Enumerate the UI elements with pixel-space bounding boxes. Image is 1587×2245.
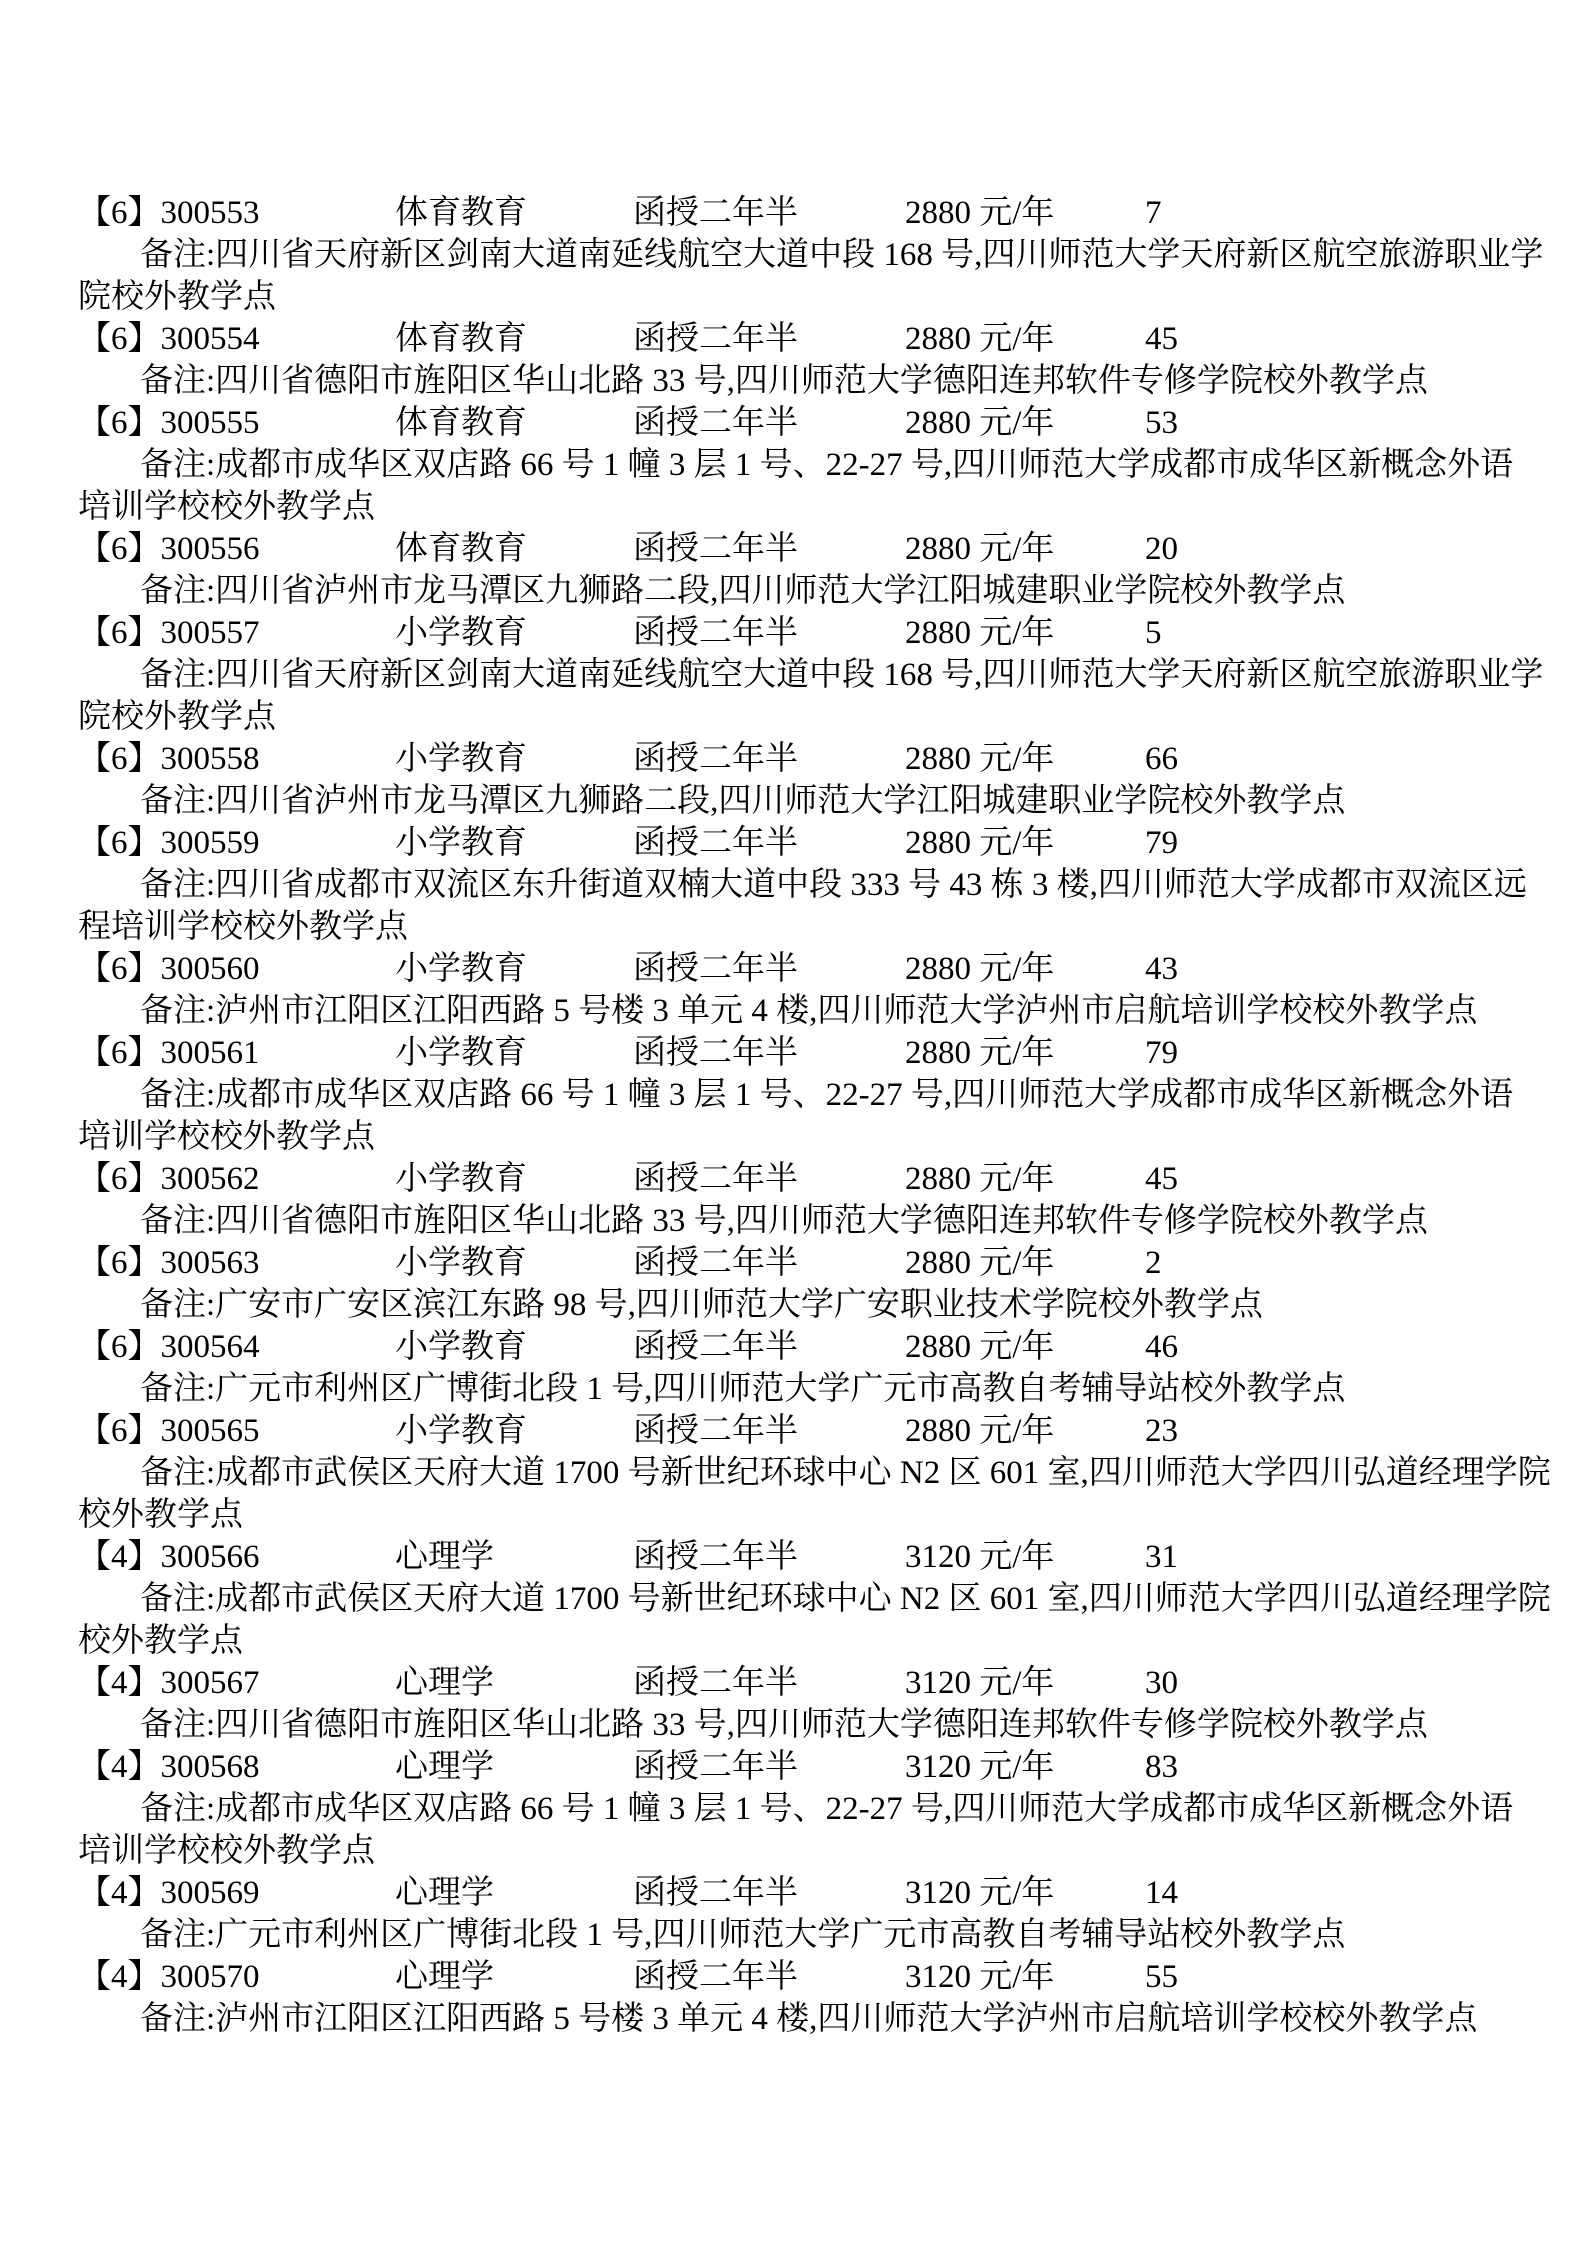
enrollment-count: 5 — [1145, 615, 1162, 651]
program-code — [78, 1158, 395, 1200]
program-code — [78, 528, 395, 570]
study-form: 函授二年半 — [633, 1749, 798, 1785]
tuition-fee: 2880 元/年 — [905, 1035, 1055, 1071]
program-code — [78, 1956, 395, 1998]
program-remark-line: 备注:四川省天府新区剑南大道南延线航空大道中段 168 号,四川师范大学天府新区航空旅游职业学 — [140, 237, 1544, 273]
program-entry — [78, 1746, 1548, 1872]
enrollment-count: 7 — [1145, 195, 1162, 231]
program-remark — [78, 1074, 1548, 1158]
program-remark-line: 备注:广安市广安区滨江东路 98 号,四川师范大学广安职业技术学院校外教学点 — [140, 1287, 1263, 1323]
program-row — [78, 318, 1548, 360]
program-entry — [78, 1032, 1548, 1158]
program-group-tag: 【4】 — [78, 1749, 161, 1785]
program-remark — [78, 570, 1548, 612]
program-code-number: 300569 — [160, 1875, 260, 1911]
program-entry — [78, 1410, 1551, 1536]
program-row — [78, 1746, 1548, 1788]
program-row — [78, 822, 1548, 864]
program-code-number: 300563 — [160, 1245, 260, 1281]
program-group-tag: 【6】 — [78, 951, 161, 987]
program-code — [78, 1872, 395, 1914]
program-entry — [78, 1326, 1548, 1410]
study-form: 函授二年半 — [633, 321, 798, 357]
program-remark — [78, 654, 1548, 738]
program-entry — [78, 948, 1548, 1032]
program-entry — [78, 528, 1548, 612]
program-code — [78, 612, 395, 654]
program-remark-line: 院校外教学点 — [78, 279, 276, 315]
tuition-fee: 3120 元/年 — [905, 1959, 1055, 1995]
program-row — [78, 402, 1548, 444]
program-remark-line: 备注:成都市成华区双店路 66 号 1 幢 3 层 1 号、22-27 号,四川师范大学成都市成华区新概念外语 — [140, 1077, 1514, 1113]
program-major: 体育教育 — [395, 405, 527, 441]
study-form: 函授二年半 — [633, 1245, 798, 1281]
program-major: 心理学 — [395, 1959, 494, 1995]
enrollment-count: 46 — [1145, 1329, 1178, 1365]
program-major: 小学教育 — [395, 1413, 527, 1449]
program-remark-line: 备注:四川省德阳市旌阳区华山北路 33 号,四川师范大学德阳连邦软件专修学院校外教学点 — [140, 1707, 1428, 1743]
study-form: 函授二年半 — [633, 1665, 798, 1701]
tuition-fee: 2880 元/年 — [905, 825, 1055, 861]
program-remark-line: 备注:四川省德阳市旌阳区华山北路 33 号,四川师范大学德阳连邦软件专修学院校外教学点 — [140, 363, 1428, 399]
program-code-number: 300564 — [160, 1329, 260, 1365]
program-remark-line: 备注:泸州市江阳区江阳西路 5 号楼 3 单元 4 楼,四川师范大学泸州市启航培训学校校外教学点 — [140, 2001, 1478, 2037]
program-major: 心理学 — [395, 1749, 494, 1785]
program-group-tag: 【6】 — [78, 1035, 161, 1071]
program-entry — [78, 1956, 1548, 2040]
program-entry — [78, 738, 1548, 822]
program-code-number: 300567 — [160, 1665, 260, 1701]
program-group-tag: 【6】 — [78, 321, 161, 357]
enrollment-count: 79 — [1145, 1035, 1178, 1071]
program-remark-line: 备注:广元市利州区广博街北段 1 号,四川师范大学广元市高教自考辅导站校外教学点 — [140, 1371, 1346, 1407]
program-group-tag: 【6】 — [78, 531, 161, 567]
program-major: 小学教育 — [395, 825, 527, 861]
program-major: 小学教育 — [395, 741, 527, 777]
program-remark — [78, 234, 1548, 318]
program-remark — [78, 1578, 1551, 1662]
tuition-fee: 3120 元/年 — [905, 1539, 1055, 1575]
program-remark-line: 备注:四川省成都市双流区东升街道双楠大道中段 333 号 43 栋 3 楼,四川师范大学成都市双流区远 — [140, 867, 1527, 903]
program-remark-line: 备注:四川省天府新区剑南大道南延线航空大道中段 168 号,四川师范大学天府新区航空旅游职业学 — [140, 657, 1544, 693]
enrollment-count: 55 — [1145, 1959, 1178, 1995]
program-row — [78, 192, 1548, 234]
program-remark-line: 培训学校校外教学点 — [78, 1119, 375, 1155]
tuition-fee: 2880 元/年 — [905, 951, 1055, 987]
enrollment-count: 45 — [1145, 321, 1178, 357]
tuition-fee: 2880 元/年 — [905, 1413, 1055, 1449]
enrollment-count: 66 — [1145, 741, 1178, 777]
program-row — [78, 612, 1548, 654]
program-major: 小学教育 — [395, 951, 527, 987]
program-row — [78, 1536, 1548, 1578]
program-code-number: 300560 — [160, 951, 260, 987]
enrollment-count: 14 — [1145, 1875, 1178, 1911]
program-code — [78, 192, 395, 234]
program-code-number: 300559 — [160, 825, 260, 861]
program-code-number: 300570 — [160, 1959, 260, 1995]
program-entry — [78, 1872, 1548, 1956]
program-group-tag: 【6】 — [78, 1413, 161, 1449]
program-entry — [78, 318, 1548, 402]
program-group-tag: 【6】 — [78, 1329, 161, 1365]
program-remark — [78, 1368, 1548, 1410]
program-remark-line: 备注:成都市武侯区天府大道 1700 号新世纪环球中心 N2 区 601 室,四川师范大学四川弘道经理学院 — [140, 1581, 1551, 1617]
program-entry — [78, 402, 1548, 528]
study-form: 函授二年半 — [633, 1539, 798, 1575]
program-row — [78, 948, 1548, 990]
enrollment-count: 20 — [1145, 531, 1178, 567]
program-remark-line: 院校外教学点 — [78, 699, 276, 735]
program-entry — [78, 1662, 1548, 1746]
program-major: 心理学 — [395, 1539, 494, 1575]
study-form: 函授二年半 — [633, 825, 798, 861]
program-remark-line: 备注:成都市武侯区天府大道 1700 号新世纪环球中心 N2 区 601 室,四川师范大学四川弘道经理学院 — [140, 1455, 1551, 1491]
program-entry — [78, 1242, 1548, 1326]
study-form: 函授二年半 — [633, 1161, 798, 1197]
tuition-fee: 2880 元/年 — [905, 1161, 1055, 1197]
study-form: 函授二年半 — [633, 951, 798, 987]
program-code — [78, 1662, 395, 1704]
program-remark-line: 备注:四川省泸州市龙马潭区九狮路二段,四川师范大学江阳城建职业学院校外教学点 — [140, 573, 1346, 609]
enrollment-count: 31 — [1145, 1539, 1178, 1575]
program-list — [78, 192, 1551, 2040]
study-form: 函授二年半 — [633, 405, 798, 441]
program-row — [78, 1242, 1548, 1284]
program-entry — [78, 192, 1548, 318]
tuition-fee: 2880 元/年 — [905, 615, 1055, 651]
program-remark-line: 校外教学点 — [78, 1623, 243, 1659]
enrollment-count: 2 — [1145, 1245, 1162, 1281]
program-code-number: 300553 — [160, 195, 260, 231]
program-remark-line: 备注:广元市利州区广博街北段 1 号,四川师范大学广元市高教自考辅导站校外教学点 — [140, 1917, 1346, 1953]
program-code — [78, 738, 395, 780]
program-code-number: 300566 — [160, 1539, 260, 1575]
program-code-number: 300554 — [160, 321, 260, 357]
program-code-number: 300561 — [160, 1035, 260, 1071]
enrollment-count: 83 — [1145, 1749, 1178, 1785]
program-remark — [78, 1914, 1548, 1956]
program-row — [78, 1662, 1548, 1704]
program-code — [78, 1242, 395, 1284]
program-remark — [78, 1452, 1551, 1536]
program-code — [78, 948, 395, 990]
enrollment-count: 30 — [1145, 1665, 1178, 1701]
program-row — [78, 1872, 1548, 1914]
enrollment-count: 79 — [1145, 825, 1178, 861]
program-group-tag: 【6】 — [78, 741, 161, 777]
study-form: 函授二年半 — [633, 1413, 798, 1449]
program-major: 小学教育 — [395, 1329, 527, 1365]
program-row — [78, 1032, 1548, 1074]
program-remark-line: 备注:成都市成华区双店路 66 号 1 幢 3 层 1 号、22-27 号,四川师范大学成都市成华区新概念外语 — [140, 1791, 1514, 1827]
enrollment-count: 43 — [1145, 951, 1178, 987]
program-major: 小学教育 — [395, 1245, 527, 1281]
program-code — [78, 1326, 395, 1368]
tuition-fee: 2880 元/年 — [905, 1245, 1055, 1281]
program-entry — [78, 612, 1548, 738]
program-major: 小学教育 — [395, 1161, 527, 1197]
tuition-fee: 2880 元/年 — [905, 405, 1055, 441]
program-remark — [78, 1704, 1548, 1746]
program-code — [78, 1032, 395, 1074]
program-major: 小学教育 — [395, 615, 527, 651]
program-remark — [78, 780, 1548, 822]
program-remark — [78, 1284, 1548, 1326]
study-form: 函授二年半 — [633, 615, 798, 651]
program-row — [78, 1956, 1548, 1998]
program-group-tag: 【4】 — [78, 1959, 161, 1995]
program-remark-line: 校外教学点 — [78, 1497, 243, 1533]
study-form: 函授二年半 — [633, 531, 798, 567]
program-remark — [78, 1788, 1548, 1872]
program-group-tag: 【6】 — [78, 1161, 161, 1197]
program-code-number: 300565 — [160, 1413, 260, 1449]
program-group-tag: 【6】 — [78, 615, 161, 651]
tuition-fee: 3120 元/年 — [905, 1665, 1055, 1701]
program-code — [78, 402, 395, 444]
program-code-number: 300557 — [160, 615, 260, 651]
program-group-tag: 【4】 — [78, 1539, 161, 1575]
program-code-number: 300568 — [160, 1749, 260, 1785]
program-remark — [78, 990, 1548, 1032]
program-code-number: 300556 — [160, 531, 260, 567]
program-code — [78, 822, 395, 864]
program-major: 心理学 — [395, 1665, 494, 1701]
program-group-tag: 【4】 — [78, 1665, 161, 1701]
program-code-number: 300562 — [160, 1161, 260, 1197]
program-group-tag: 【6】 — [78, 405, 161, 441]
program-code-number: 300558 — [160, 741, 260, 777]
program-remark-line: 培训学校校外教学点 — [78, 489, 375, 525]
program-code — [78, 1536, 395, 1578]
study-form: 函授二年半 — [633, 1035, 798, 1071]
program-remark-line: 备注:四川省德阳市旌阳区华山北路 33 号,四川师范大学德阳连邦软件专修学院校外教学点 — [140, 1203, 1428, 1239]
program-row — [78, 528, 1548, 570]
tuition-fee: 2880 元/年 — [905, 741, 1055, 777]
enrollment-count: 53 — [1145, 405, 1178, 441]
program-entry — [78, 1158, 1548, 1242]
tuition-fee: 3120 元/年 — [905, 1749, 1055, 1785]
tuition-fee: 2880 元/年 — [905, 321, 1055, 357]
tuition-fee: 2880 元/年 — [905, 195, 1055, 231]
program-entry — [78, 1536, 1551, 1662]
tuition-fee: 2880 元/年 — [905, 1329, 1055, 1365]
program-remark-line: 培训学校校外教学点 — [78, 1833, 375, 1869]
program-major: 体育教育 — [395, 195, 527, 231]
program-code — [78, 318, 395, 360]
enrollment-count: 23 — [1145, 1413, 1178, 1449]
program-major: 心理学 — [395, 1875, 494, 1911]
program-group-tag: 【4】 — [78, 1875, 161, 1911]
program-group-tag: 【6】 — [78, 1245, 161, 1281]
study-form: 函授二年半 — [633, 1875, 798, 1911]
program-entry — [78, 822, 1548, 948]
study-form: 函授二年半 — [633, 741, 798, 777]
program-code — [78, 1410, 395, 1452]
tuition-fee: 3120 元/年 — [905, 1875, 1055, 1911]
study-form: 函授二年半 — [633, 1959, 798, 1995]
study-form: 函授二年半 — [633, 195, 798, 231]
program-major: 体育教育 — [395, 321, 527, 357]
program-remark-line: 备注:泸州市江阳区江阳西路 5 号楼 3 单元 4 楼,四川师范大学泸州市启航培训学校校外教学点 — [140, 993, 1478, 1029]
study-form: 函授二年半 — [633, 1329, 798, 1365]
program-remark — [78, 360, 1548, 402]
enrollment-count: 45 — [1145, 1161, 1178, 1197]
program-group-tag: 【6】 — [78, 825, 161, 861]
program-remark-line: 备注:四川省泸州市龙马潭区九狮路二段,四川师范大学江阳城建职业学院校外教学点 — [140, 783, 1346, 819]
program-remark-line: 程培训学校校外教学点 — [78, 909, 408, 945]
program-remark — [78, 1998, 1548, 2040]
program-row — [78, 1326, 1548, 1368]
program-group-tag: 【6】 — [78, 195, 161, 231]
program-major: 体育教育 — [395, 531, 527, 567]
program-code — [78, 1746, 395, 1788]
program-major: 小学教育 — [395, 1035, 527, 1071]
program-remark-line: 备注:成都市成华区双店路 66 号 1 幢 3 层 1 号、22-27 号,四川师范大学成都市成华区新概念外语 — [140, 447, 1514, 483]
program-remark — [78, 444, 1548, 528]
program-remark — [78, 864, 1548, 948]
program-row — [78, 1410, 1548, 1452]
program-row — [78, 1158, 1548, 1200]
program-code-number: 300555 — [160, 405, 260, 441]
program-remark — [78, 1200, 1548, 1242]
program-row — [78, 738, 1548, 780]
tuition-fee: 2880 元/年 — [905, 531, 1055, 567]
